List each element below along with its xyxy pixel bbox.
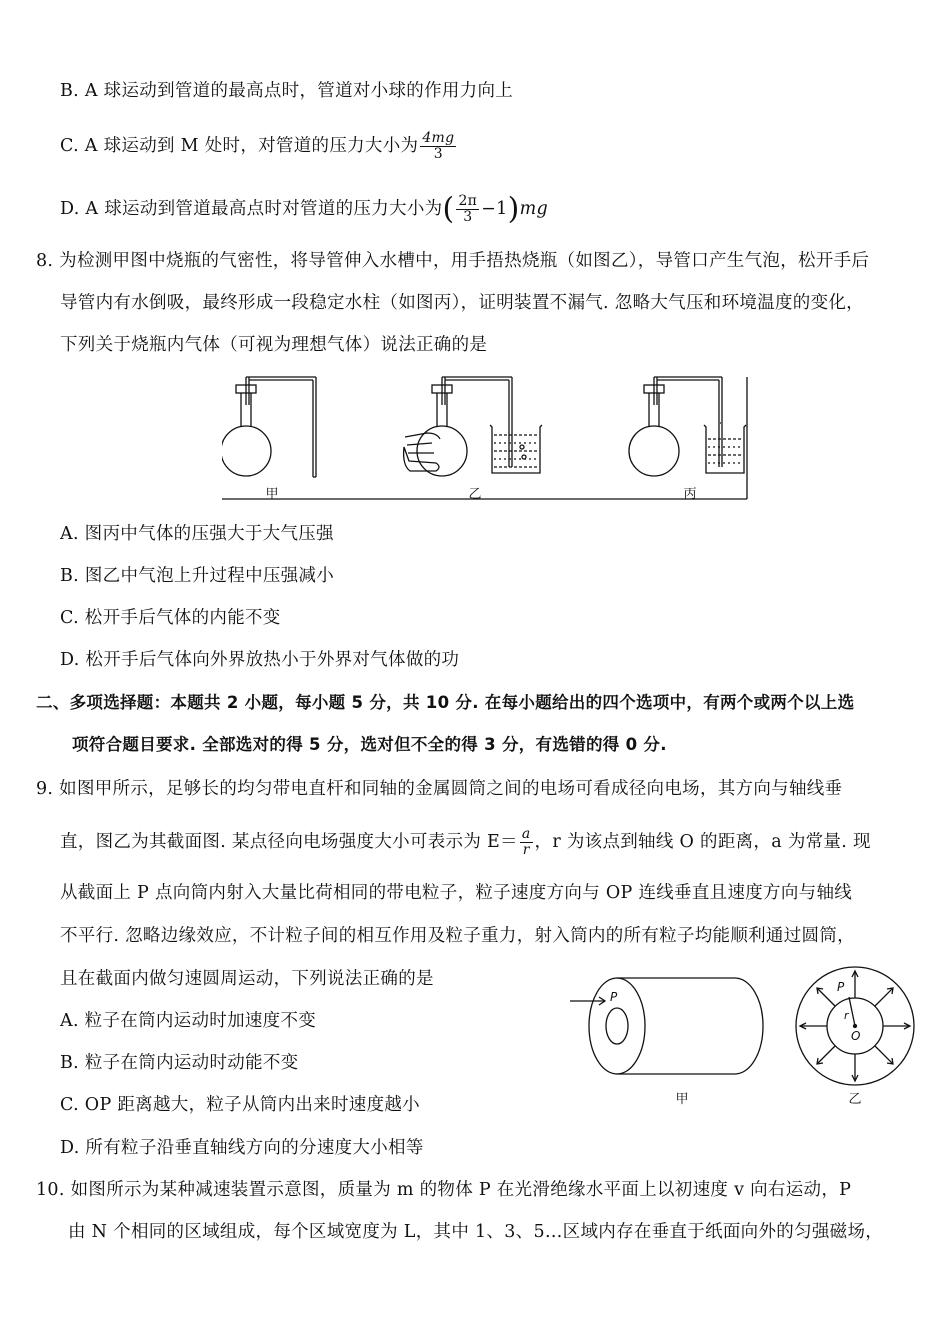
section2-instructions-line1: 二、多项选择题：本题共 2 小题，每小题 5 分，共 10 分. 在每小题给出的四个选项中，有两个或两个以上选 [36, 693, 855, 712]
fraction-numerator: 2π [458, 193, 478, 209]
q9-fig-label-P: P [837, 980, 845, 994]
q8-stem-line3: 下列关于烧瓶内气体（可视为理想气体）说法正确的是 [60, 335, 488, 355]
fraction-denominator: 3 [433, 146, 443, 162]
q9-option-d: D. 所有粒子沿垂直轴线方向的分速度大小相等 [60, 1138, 424, 1158]
right-paren: ) [507, 191, 520, 227]
q9-fig-label-r: r [844, 1009, 849, 1022]
fraction-denominator: 3 [463, 209, 473, 225]
left-paren: ( [442, 191, 455, 227]
q7-option-d-text: D. A 球运动到管道最高点时对管道的压力大小为 [60, 199, 443, 219]
q9-stem-line2-tail: ，r 为该点到轴线 O 的距离，a 为常量. 现 [534, 832, 871, 852]
q7-option-b: B. A 球运动到管道的最高点时，管道对小球的作用力向上 [60, 81, 514, 101]
q8-stem-line2: 导管内有水倒吸，最终形成一段稳定水柱（如图丙），证明装置不漏气. 忽略大气压和环境温度的变化， [60, 293, 864, 313]
q9-fig-label-P-cylinder: P [610, 990, 618, 1004]
q8-option-c: C. 松开手后气体的内能不变 [60, 608, 281, 628]
q9-fig-label-yi: 乙 [848, 1092, 862, 1107]
fraction-numerator: a [521, 826, 531, 842]
cylinder-icon [570, 978, 763, 1074]
q8-option-d: D. 松开手后气体向外界放热小于外界对气体做的功 [60, 650, 460, 670]
section2-instructions-line2: 项符合题目要求. 全部选对的得 5 分，选对但不全的得 3 分，有选错的得 0 分. [72, 735, 667, 754]
q9-stem-line5: 且在截面内做匀速圆周运动，下列说法正确的是 [60, 969, 434, 989]
q8-fig-label-yi: 乙 [468, 487, 482, 502]
flask-jia-icon [222, 377, 316, 477]
q9-figure [565, 965, 925, 1115]
fraction-denominator: r [522, 842, 530, 858]
q9-option-b: B. 粒子在筒内运动时动能不变 [60, 1053, 299, 1073]
q9-fig-label-jia: 甲 [675, 1092, 689, 1107]
q9-fig-label-O: O [851, 1029, 861, 1043]
q9-stem-line1: 9. 如图甲所示，足够长的均匀带电直杆和同轴的金属圆筒之间的电场可看成径向电场，其方向与轴线垂 [36, 779, 843, 799]
flask-bing-icon [629, 377, 746, 476]
q9-stem-line4: 不平行. 忽略边缘效应，不计粒子间的相互作用及粒子重力，射入筒内的所有粒子均能顺利通过圆筒， [60, 926, 855, 946]
q9-field-fraction [520, 827, 533, 858]
q7-option-d-minus-one: −1 [481, 199, 508, 219]
q8-figure [222, 375, 752, 505]
flask-yi-icon [404, 377, 542, 476]
q7-option-c-fraction [420, 131, 456, 162]
q8-fig-label-jia: 甲 [265, 487, 279, 502]
q9-option-a: A. 粒子在筒内运动时加速度不变 [60, 1011, 317, 1031]
q7-option-d-fraction [456, 194, 479, 225]
q8-fig-label-bing: 丙 [683, 487, 697, 502]
q9-stem-line2 [60, 827, 871, 858]
q7-option-c-text: C. A 球运动到 M 处时，对管道的压力大小为 [60, 136, 419, 156]
q8-stem-line1: 8. 为检测甲图中烧瓶的气密性，将导管伸入水槽中，用手捂热烧瓶（如图乙），导管口产生气泡，松开手后 [36, 251, 870, 271]
q8-option-b: B. 图乙中气泡上升过程中压强减小 [60, 566, 335, 586]
q10-stem-line1: 10. 如图所示为某种减速装置示意图，质量为 m 的物体 P 在光滑绝缘水平面上以初速度 v 向右运动，P [36, 1180, 852, 1200]
q7-option-d [60, 191, 548, 227]
q8-option-a: A. 图丙中气体的压强大于大气压强 [60, 524, 334, 544]
q9-option-c: C. OP 距离越大，粒子从筒内出来时速度越小 [60, 1095, 420, 1115]
q9-stem-line3: 从截面上 P 点向筒内射入大量比荷相同的带电粒子，粒子速度方向与 OP 连线垂直且速度方向与轴线 [60, 883, 853, 903]
cross-section-icon [796, 967, 914, 1085]
q9-stem-line2-text: 直，图乙为其截面图. 某点径向电场强度大小可表示为 E＝ [60, 832, 518, 852]
q10-stem-line2: 由 N 个相同的区域组成，每个区域宽度为 L，其中 1、3、5…区域内存在垂直于纸面向外的匀强磁场， [68, 1222, 884, 1242]
q7-option-c [60, 131, 458, 162]
fraction-numerator: 4mg [422, 130, 455, 146]
q7-option-d-mg: mg [519, 199, 548, 219]
